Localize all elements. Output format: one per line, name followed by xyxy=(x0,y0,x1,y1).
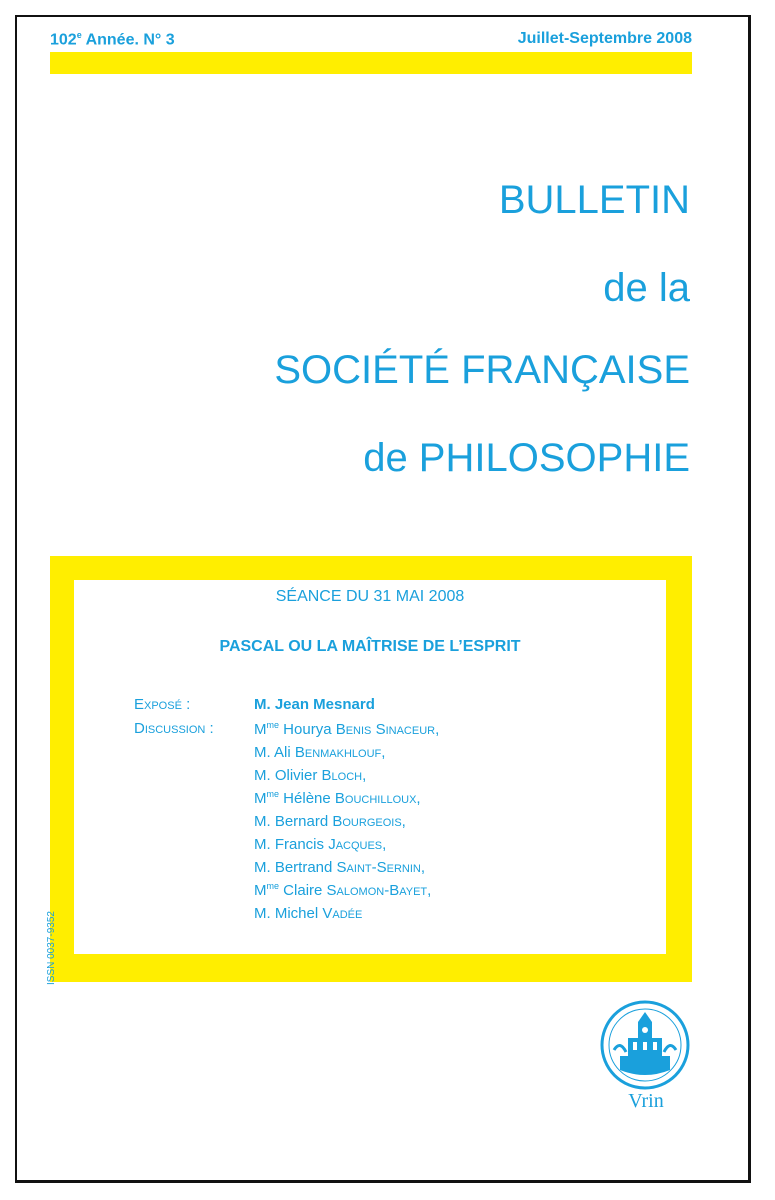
expose-speaker: M. Jean Mesnard xyxy=(254,696,375,713)
issue-number: 102e Année. N° 3 xyxy=(50,30,175,49)
discussant-name: M. Michel Vadée xyxy=(254,905,363,922)
publisher-name: Vrin xyxy=(628,1090,664,1112)
vrin-seal-icon xyxy=(600,1000,690,1090)
discussant-name: $M^{me}$ Hélène Bouchilloux, xyxy=(254,789,421,807)
discussant-name: M. Ali Benmakhlouf, xyxy=(254,744,386,761)
discussant-name: M. Bertrand Saint-Sernin, xyxy=(254,859,426,876)
session-box xyxy=(74,580,666,954)
title-line-1: BULLETIN xyxy=(498,178,690,222)
title-line-2: de la xyxy=(603,266,690,310)
discussant-name: M. Francis Jacques, xyxy=(254,836,387,853)
discussant-name: $M^{me}$ Hourya Benis Sinaceur, xyxy=(254,720,440,738)
expose-label: Exposé : xyxy=(134,696,191,713)
discussant-name: M. Bernard Bourgeois, xyxy=(254,813,406,830)
discussant-name: $M^{me}$ Claire Salomon-Bayet, xyxy=(254,881,432,899)
issn-number: ISSN 0037-9352 xyxy=(46,911,57,985)
issue-period: Juillet-Septembre 2008 xyxy=(517,30,692,47)
discussion-label: Discussion : xyxy=(134,720,214,737)
session-date: SÉANCE DU 31 MAI 2008 xyxy=(275,588,465,605)
issue-header xyxy=(50,30,692,50)
title-line-3: SOCIÉTÉ FRANÇAISE xyxy=(274,348,690,392)
talk-title: PASCAL OU LA MAÎTRISE DE L’ESPRIT xyxy=(219,638,521,655)
session-frame xyxy=(50,556,692,982)
discussant-name: M. Olivier Bloch, xyxy=(254,767,367,784)
title-line-4: de PHILOSOPHIE xyxy=(363,436,690,480)
header-yellow-bar xyxy=(50,52,692,74)
